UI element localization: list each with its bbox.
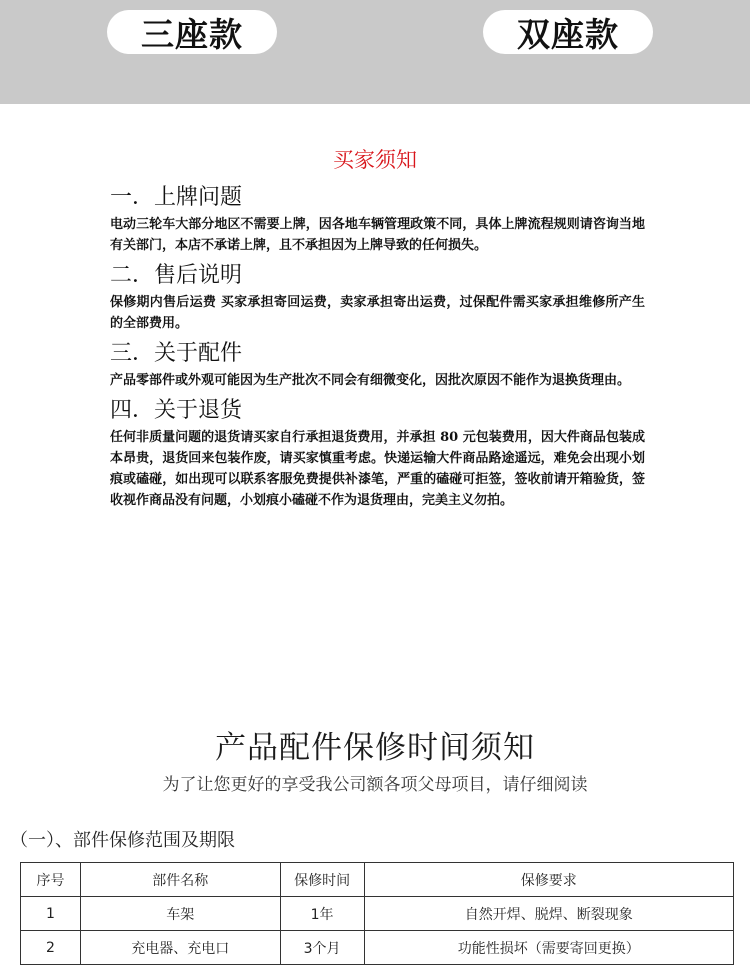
section-heading-returns: 四．关于退货 (110, 398, 243, 423)
table-row (21, 931, 734, 965)
cell-index: 2 (21, 931, 81, 965)
table-row (21, 897, 734, 931)
warranty-subtitle: 为了让您更好的享受我公司额各项父母项目，请仔细阅读 (162, 775, 588, 795)
warranty-table (20, 862, 734, 965)
header-warranty-period: 保修时间 (280, 863, 364, 897)
section-text-returns: 任何非质量问题的退货请买家自行承担退货费用，并承担 80 元包装费用，因大件商品包装成本昂贵，退货回来包装作废，请买家慎重考虑。快递运输大件商品路途遥远，难免会出现小划痕或磕碰，如出现可以联系客服免费提供补漆笔，严重的磕碰可拒签，签收前请开箱验货，签收视作商品没有问题，小划痕小磕碰不作为退货理由，完美主义勿拍。 (110, 430, 645, 508)
header-warranty-requirement: 保修要求 (364, 863, 733, 897)
section-heading-license: 一．上牌问题 (110, 185, 243, 210)
warranty-title: 产品配件保修时间须知 (215, 730, 535, 766)
buyer-notice-title: 买家须知 (333, 148, 417, 172)
header-part-name: 部件名称 (80, 863, 280, 897)
cell-warranty-period: 1年 (280, 897, 364, 931)
warranty-section-heading: （一）、部件保修范围及期限 (10, 830, 235, 851)
header-index: 序号 (21, 863, 81, 897)
section-heading-parts: 三．关于配件 (110, 341, 243, 366)
buyer-notice (110, 180, 645, 517)
section-text-license: 电动三轮车大部分地区不需要上牌，因各地车辆管理政策不同，具体上牌流程规则请咨询当地有关部门，本店不承诺上牌，且不承担因为上牌导致的任何损失。 (110, 217, 645, 253)
cell-warranty-requirement: 功能性损坏（需要寄回更换） (364, 931, 733, 965)
table-header-row (21, 863, 734, 897)
cell-part-name: 充电器、充电口 (80, 931, 280, 965)
cell-part-name: 车架 (80, 897, 280, 931)
three-seat-button[interactable]: 三座款 (107, 10, 277, 54)
cell-index: 1 (21, 897, 81, 931)
cell-warranty-period: 3个月 (280, 931, 364, 965)
model-selector-bar (0, 0, 750, 104)
section-heading-after-sales: 二．售后说明 (110, 263, 243, 288)
section-text-after-sales: 保修期内售后运费 买家承担寄回运费，卖家承担寄出运费，过保配件需买家承担维修所产生的全部费用。 (110, 295, 645, 331)
cell-warranty-requirement: 自然开焊、脱焊、断裂现象 (364, 897, 733, 931)
section-text-parts: 产品零部件或外观可能因为生产批次不同会有细微变化，因批次原因不能作为退换货理由。 (110, 373, 631, 388)
two-seat-button[interactable]: 双座款 (483, 10, 653, 54)
